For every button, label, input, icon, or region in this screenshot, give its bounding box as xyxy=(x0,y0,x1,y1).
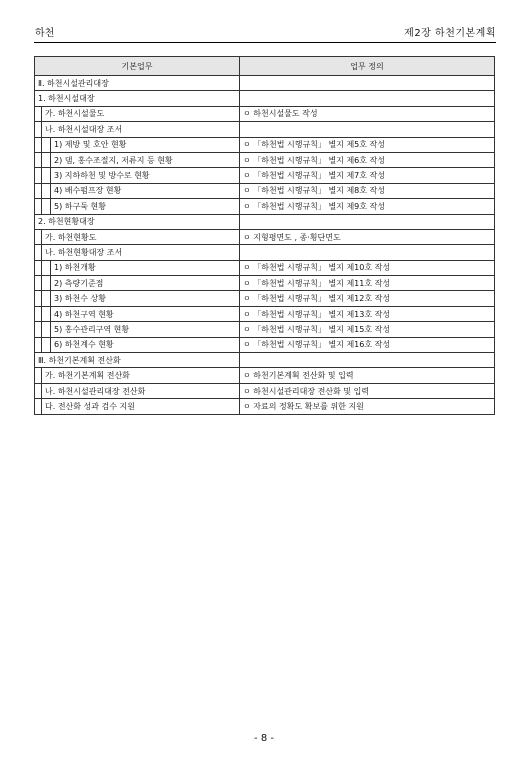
definition-cell: ㅇ 지형평면도 , 종·횡단면도 xyxy=(240,229,495,244)
indent-cell xyxy=(35,137,42,152)
indent-cell xyxy=(35,322,42,337)
table-row xyxy=(35,337,495,352)
indent-cell xyxy=(35,383,42,398)
task-cell: 나. 하천현황대장 조서 xyxy=(42,245,240,260)
table-row xyxy=(35,229,495,244)
task-cell: 2) 측량기준점 xyxy=(51,276,240,291)
indent-cell xyxy=(35,260,42,275)
definition-cell: ㅇ 「하천법 시행규칙」 별지 제8호 작성 xyxy=(240,183,495,198)
task-cell: 1) 제방 및 호안 현황 xyxy=(51,137,240,152)
definition-cell: ㅇ 「하천법 시행규칙」 별지 제15호 작성 xyxy=(240,322,495,337)
definition-cell: ㅇ 「하천법 시행규칙」 별지 제5호 작성 xyxy=(240,137,495,152)
task-definition-table xyxy=(34,56,495,415)
task-cell: 나. 하천시설관리대장 전산화 xyxy=(42,383,240,398)
table-row xyxy=(35,76,495,91)
indent-cell xyxy=(35,276,42,291)
definition-cell xyxy=(240,214,495,229)
task-cell: Ⅲ. 하천기본계획 전산화 xyxy=(35,353,240,368)
table-row xyxy=(35,353,495,368)
task-cell: 2) 댐, 홍수조절지, 저류지 등 현황 xyxy=(51,152,240,167)
definition-cell: ㅇ 하천기본계획 전산화 및 입력 xyxy=(240,368,495,383)
table-row xyxy=(35,106,495,121)
definition-cell xyxy=(240,353,495,368)
table-row xyxy=(35,183,495,198)
table-row xyxy=(35,152,495,167)
task-cell: 1. 하천시설대장 xyxy=(35,91,240,106)
task-cell: 3) 하천수 상황 xyxy=(51,291,240,306)
indent-cell xyxy=(42,137,51,152)
task-cell: 가. 하천기본계획 전산화 xyxy=(42,368,240,383)
running-header-title: 제2장 하천기본계획 xyxy=(404,28,496,39)
table-row xyxy=(35,199,495,214)
indent-cell xyxy=(35,368,42,383)
table-row xyxy=(35,122,495,137)
indent-cell xyxy=(35,229,42,244)
task-cell: 5) 홍수관리구역 현황 xyxy=(51,322,240,337)
table-row xyxy=(35,137,495,152)
indent-cell xyxy=(35,168,42,183)
indent-cell xyxy=(42,322,51,337)
indent-cell xyxy=(42,168,51,183)
table-row xyxy=(35,306,495,321)
table-row xyxy=(35,368,495,383)
task-cell: Ⅱ. 하천시설관리대장 xyxy=(35,76,240,91)
column-header-task: 기본업무 xyxy=(35,57,240,76)
indent-cell xyxy=(35,122,42,137)
table-row xyxy=(35,260,495,275)
task-cell: 가. 하천시설물도 xyxy=(42,106,240,121)
indent-cell xyxy=(35,337,42,352)
definition-cell: ㅇ 「하천법 시행규칙」 별지 제10호 작성 xyxy=(240,260,495,275)
task-cell: 가. 하천현황도 xyxy=(42,229,240,244)
task-cell: 3) 지하하천 및 방수로 현황 xyxy=(51,168,240,183)
running-header-chapter: 하천 xyxy=(35,28,55,39)
definition-cell: ㅇ 하천시설물도 작성 xyxy=(240,106,495,121)
task-cell: 다. 전산화 성과 검수 지원 xyxy=(42,399,240,414)
task-cell: 2. 하천현황대장 xyxy=(35,214,240,229)
indent-cell xyxy=(35,245,42,260)
indent-cell xyxy=(42,152,51,167)
definition-cell: ㅇ 「하천법 시행규칙」 별지 제7호 작성 xyxy=(240,168,495,183)
definition-cell: ㅇ 자료의 정확도 확보를 위한 지원 xyxy=(240,399,495,414)
indent-cell xyxy=(42,306,51,321)
definition-cell: ㅇ 「하천법 시행규칙」 별지 제11호 작성 xyxy=(240,276,495,291)
indent-cell xyxy=(35,152,42,167)
indent-cell xyxy=(35,306,42,321)
table-body xyxy=(35,76,495,415)
header-divider xyxy=(34,42,496,43)
definition-cell xyxy=(240,91,495,106)
definition-cell xyxy=(240,245,495,260)
indent-cell xyxy=(42,337,51,352)
definition-cell: ㅇ 하천시설관리대장 전산화 및 입력 xyxy=(240,383,495,398)
task-cell: 1) 하천개황 xyxy=(51,260,240,275)
indent-cell xyxy=(42,291,51,306)
table-row xyxy=(35,91,495,106)
table-row xyxy=(35,276,495,291)
task-cell: 4) 배수펌프장 현황 xyxy=(51,183,240,198)
table-row xyxy=(35,399,495,414)
definition-cell xyxy=(240,76,495,91)
task-cell: 4) 하천구역 현황 xyxy=(51,306,240,321)
table-row xyxy=(35,291,495,306)
definition-cell: ㅇ 「하천법 시행규칙」 별지 제9호 작성 xyxy=(240,199,495,214)
definition-cell: ㅇ 「하천법 시행규칙」 별지 제6호 작성 xyxy=(240,152,495,167)
indent-cell xyxy=(35,106,42,121)
table-row xyxy=(35,168,495,183)
task-cell: 나. 하천시설대장 조서 xyxy=(42,122,240,137)
table-row xyxy=(35,383,495,398)
indent-cell xyxy=(35,199,42,214)
indent-cell xyxy=(35,399,42,414)
table-header-row xyxy=(35,57,495,76)
column-header-definition: 업무 정의 xyxy=(240,57,495,76)
definition-cell: ㅇ 「하천법 시행규칙」 별지 제12호 작성 xyxy=(240,291,495,306)
definition-cell: ㅇ 「하천법 시행규칙」 별지 제13호 작성 xyxy=(240,306,495,321)
task-cell: 5) 하구둑 현황 xyxy=(51,199,240,214)
table-row xyxy=(35,322,495,337)
table-row xyxy=(35,214,495,229)
page-number: - 8 - xyxy=(254,733,274,744)
indent-cell xyxy=(35,291,42,306)
definition-cell xyxy=(240,122,495,137)
indent-cell xyxy=(42,199,51,214)
indent-cell xyxy=(42,276,51,291)
definition-cell: ㅇ 「하천법 시행규칙」 별지 제16호 작성 xyxy=(240,337,495,352)
indent-cell xyxy=(42,260,51,275)
indent-cell xyxy=(42,183,51,198)
task-cell: 6) 하천계수 현황 xyxy=(51,337,240,352)
indent-cell xyxy=(35,183,42,198)
table-row xyxy=(35,245,495,260)
